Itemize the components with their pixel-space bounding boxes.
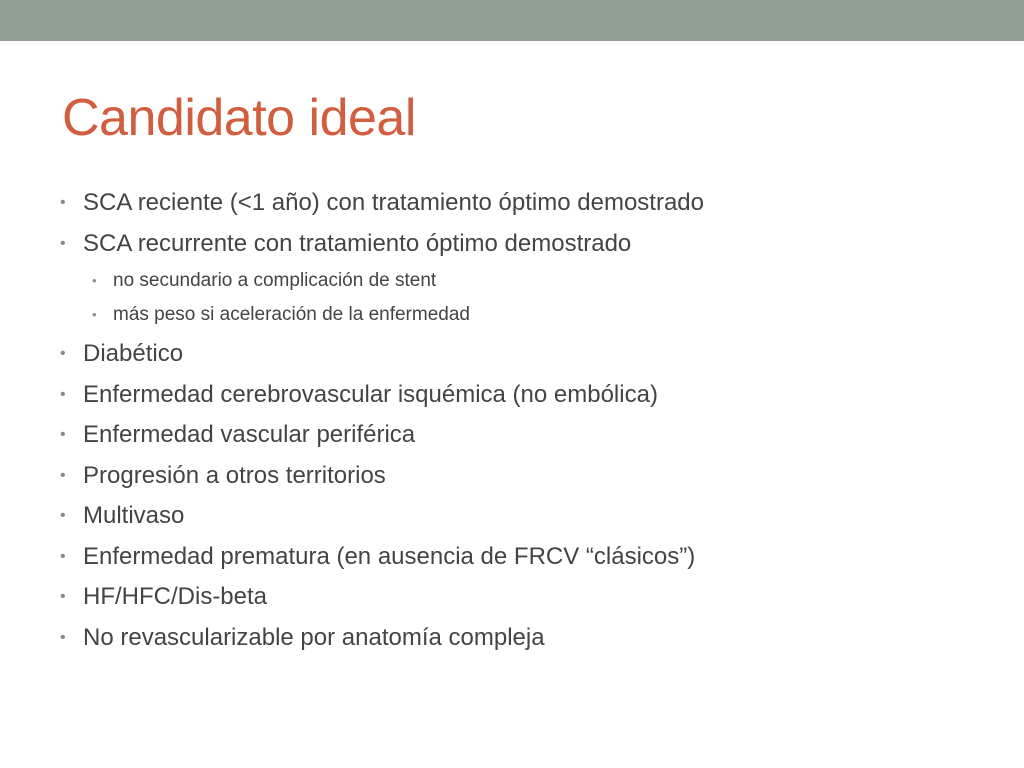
bullet-dot-icon: • <box>60 588 66 605</box>
bullet-text: Diabético <box>83 340 184 367</box>
bullet-text: Multivaso <box>83 502 185 529</box>
bullet-dot-icon: • <box>60 385 66 403</box>
bullet-item <box>60 577 1000 618</box>
sub-bullet-group <box>60 264 1000 334</box>
sub-bullet-item <box>92 264 1000 298</box>
bullet-dot-icon: • <box>60 507 66 524</box>
bullet-item <box>60 618 1000 659</box>
bullet-list <box>60 183 1000 658</box>
sub-bullet-text: más peso si aceleración de la enfermedad <box>113 304 470 325</box>
bullet-text: SCA reciente (<1 año) con tratamiento óptimo demostrado <box>83 189 704 216</box>
bullet-item <box>60 375 1000 416</box>
bullet-dot-icon: • <box>60 345 66 362</box>
bullet-text: Enfermedad prematura (en ausencia de FRCV “clásicos”) <box>83 542 696 570</box>
bullet-dot-icon: • <box>60 194 66 211</box>
bullet-dot-icon: • <box>60 628 66 646</box>
sub-bullet-dot-icon: • <box>92 307 97 322</box>
bullet-text: Enfermedad cerebrovascular isquémica (no embólica) <box>83 380 658 408</box>
sub-bullet-dot-icon: • <box>92 273 97 288</box>
bullet-item <box>60 415 1000 456</box>
sub-bullet-list <box>60 264 1000 332</box>
bullet-item <box>60 496 1000 537</box>
sub-bullet-text: no secundario a complicación de stent <box>113 270 437 291</box>
bullet-text: HF/HFC/Dis-beta <box>83 583 268 610</box>
bullet-item <box>60 334 1000 375</box>
top-accent-bar <box>0 0 1024 41</box>
bullet-dot-icon: • <box>60 426 66 443</box>
bullet-item <box>60 456 1000 497</box>
slide-title: Candidato ideal <box>62 89 416 147</box>
bullet-dot-icon: • <box>60 547 66 565</box>
bullet-text: Progresión a otros territorios <box>83 461 386 489</box>
bullet-dot-icon: • <box>60 466 66 484</box>
bullet-dot-icon: • <box>60 234 66 252</box>
bullet-item <box>60 224 1000 265</box>
bullet-text: No revascularizable por anatomía compleja <box>83 623 545 651</box>
bullet-text: SCA recurrente con tratamiento óptimo demostrado <box>83 229 632 257</box>
sub-bullet-item <box>92 298 1000 332</box>
bullet-item <box>60 537 1000 578</box>
bullet-item <box>60 183 1000 224</box>
bullet-text: Enfermedad vascular periférica <box>83 421 416 448</box>
